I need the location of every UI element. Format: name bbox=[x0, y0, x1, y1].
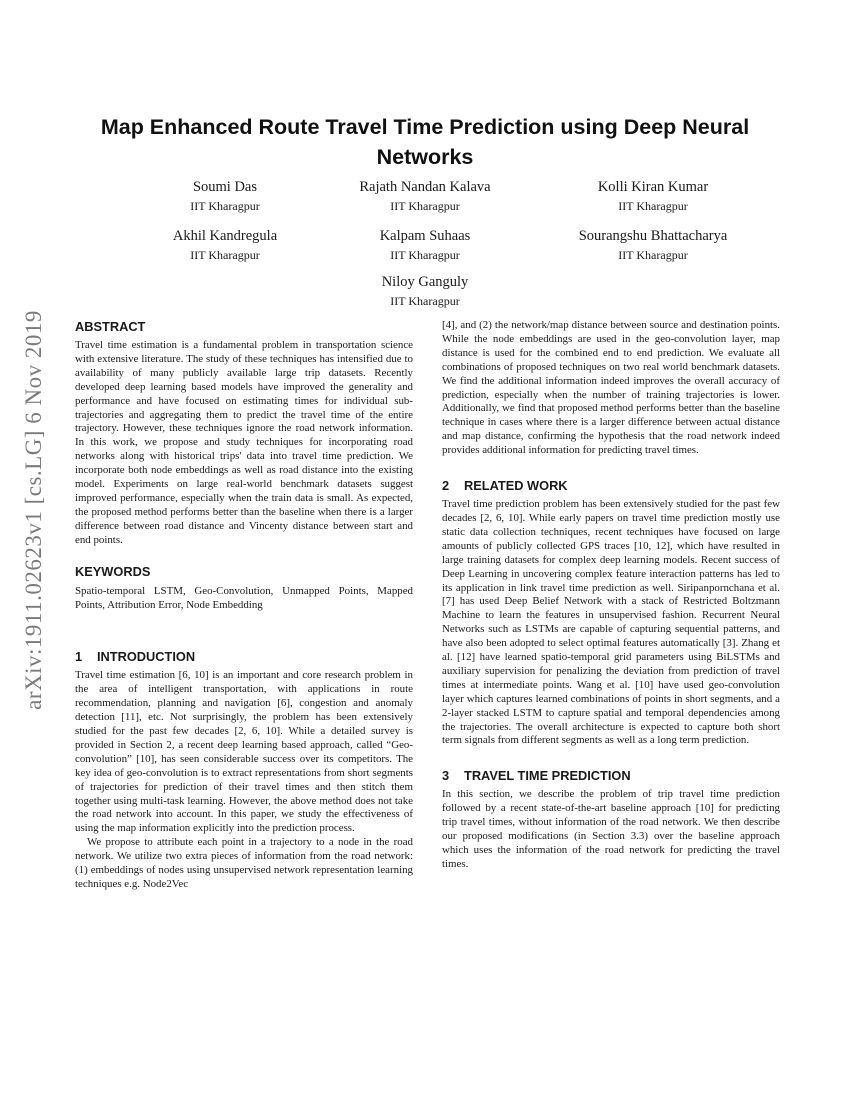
arxiv-identifier: arXiv:1911.02623v1 [cs.LG] 6 Nov 2019 bbox=[21, 310, 46, 710]
author-affiliation: IIT Kharagpur bbox=[390, 294, 460, 308]
keywords-text: Spatio-temporal LSTM, Geo-Convolution, Unmapped Points, Mapped Points, Attribution Error, Node Embedding bbox=[75, 584, 413, 611]
author-name: Sourangshu Bhattacharya bbox=[578, 228, 728, 244]
introduction-paragraph: We propose to attribute each point in a trajectory to a node in the road network. We utilize two extra pieces of information from the road network: (1) embeddings of nodes using unsupervised network representation learning techniques e.g. Node2Vec bbox=[75, 836, 413, 890]
author-affiliation: IIT Kharagpur bbox=[390, 248, 460, 262]
author-name: Akhil Kandregula bbox=[172, 228, 278, 244]
author-block bbox=[533, 178, 773, 214]
introduction-heading bbox=[75, 649, 413, 665]
related-work-text: Travel time prediction problem has been extensively studied for the past few decades [2, 6, 10]. While early papers on travel time prediction mostly use static data collection techniques, recent techniques have focused on large amounts of publicly collected GPS traces [10, 12], which have resulted in large training datasets for complex deep learning models. Recent success of Deep Learning in uncovering complex feature interaction patterns has led to its application in link travel time prediction as well. Siripanpornchana et al. [7] has used Deep Belief Network with a stack of Restricted Boltzmann Machine to learn the features in unsupervised fashion. Recurrent Neural Networks such as LSTMs are capable of capturing sequential patterns, and have also been adopted to select optimal features automatically [3]. Zhang et al. [12] have learned spatio-temporal grid parameters using BiLSTMs and auxiliary supervision for penalizing the deviation from prediction of travel times at intermediate points. Wang et al. [10] have used geo-convolution layer which captures learned combinations of points in short segments, and a 2-layer stacked LSTM to capture spatial and temporal dependencies among the trajectories. The overall architecture is expected to capture both short term signals from different segments as well as a long term prediction. bbox=[442, 498, 780, 747]
author-block bbox=[305, 227, 545, 263]
author-affiliation: IIT Kharagpur bbox=[190, 248, 260, 262]
author-affiliation: IIT Kharagpur bbox=[618, 199, 688, 213]
right-column bbox=[442, 319, 780, 872]
left-column bbox=[75, 319, 413, 892]
author-block bbox=[305, 178, 545, 214]
section-number: 3 bbox=[442, 768, 450, 784]
travel-time-text: In this section, we describe the problem of trip travel time prediction followed by a recent state-of-the-art baseline approach [10] for predicting trip travel times, without information of the road network. We then describe our proposed modifications (in Section 3.3) over the baseline approach which uses the information of the road network for predicting the travel times. bbox=[442, 788, 780, 870]
abstract-heading: ABSTRACT bbox=[75, 319, 146, 334]
section-title: INTRODUCTION bbox=[97, 649, 196, 665]
keywords-heading: KEYWORDS bbox=[75, 563, 151, 579]
section-title: TRAVEL TIME PREDICTION bbox=[464, 768, 631, 784]
author-affiliation: IIT Kharagpur bbox=[390, 199, 460, 213]
travel-time-heading bbox=[442, 768, 780, 784]
introduction-paragraph: [4], and (2) the network/map distance between source and destination points. While the node embeddings are used in the geo-convolution layer, map distance is used for the combined end to end prediction. We evaluate all combinations of proposed techniques on two real world benchmark datasets. We find the additional information indeed improves the overall accuracy of prediction, especially when the number of training trajectories is lower. Additionally, we find that proposed method performs better than the baseline technique in cases where there is a larger difference between actual distance and map distance, confirming the hypothesis that the road network indeed provides additional information for predicting travel times. bbox=[442, 319, 780, 457]
paper-title: Map Enhanced Route Travel Time Prediction using Deep Neural Networks bbox=[100, 115, 750, 169]
related-work-heading bbox=[442, 478, 780, 494]
abstract-text: Travel time estimation is a fundamental problem in transportation science with extensive literature. The study of these techniques has intensified due to availability of many publicly available large trip datasets. Recently developed deep learning based models have improved the generality and performance and have focused on estimating times for individual sub-trajectories and aggregating them to predict the travel time of the entire trajectory. However, these techniques ignore the road network information. In this work, we propose and study techniques for incorporating road networks along with historical trips' data into travel time prediction. We incorporate both node embeddings as well as road distance into the existing model. Experiments on large real-world benchmark datasets suggest improved performance, especially when the train data is small. As expected, the proposed method performs better than the baseline when there is a larger difference between road distance and Vincenty distance between start and end points. bbox=[75, 339, 413, 546]
author-name: Kolli Kiran Kumar bbox=[597, 179, 709, 195]
author-affiliation: IIT Kharagpur bbox=[190, 199, 260, 213]
arxiv-sidebar bbox=[8, 270, 60, 750]
section-number: 1 bbox=[75, 649, 83, 665]
section-title: RELATED WORK bbox=[464, 478, 568, 494]
section-number: 2 bbox=[442, 478, 450, 494]
introduction-paragraph: Travel time estimation [6, 10] is an important and core research problem in the area of intelligent transportation, with applications in route recommendation, planning and navigation [6], congestion and anomaly detection [11], etc. Not surprisingly, the problem has been extensively studied for the past few decades [2, 6, 10]. While a detailed survey is provided in Section 2, a recent deep learning based approach, called “Geo-convolution” [10], has seen considerable success over its competitors. The key idea of geo-convolution is to extract representations from short segments of trajectories for prediction of their travel times and then stitch them together using multi-task learning. However, the above method does not take the road network into account. In this paper, we study the effectiveness of using the map information explicitly into the prediction process. bbox=[75, 669, 413, 835]
author-block bbox=[533, 227, 773, 263]
author-block bbox=[305, 273, 545, 309]
author-affiliation: IIT Kharagpur bbox=[618, 248, 688, 262]
author-name: Rajath Nandan Kalava bbox=[359, 179, 491, 195]
author-name: Soumi Das bbox=[192, 179, 258, 195]
author-name: Kalpam Suhaas bbox=[379, 228, 471, 244]
author-name: Niloy Ganguly bbox=[381, 274, 469, 290]
